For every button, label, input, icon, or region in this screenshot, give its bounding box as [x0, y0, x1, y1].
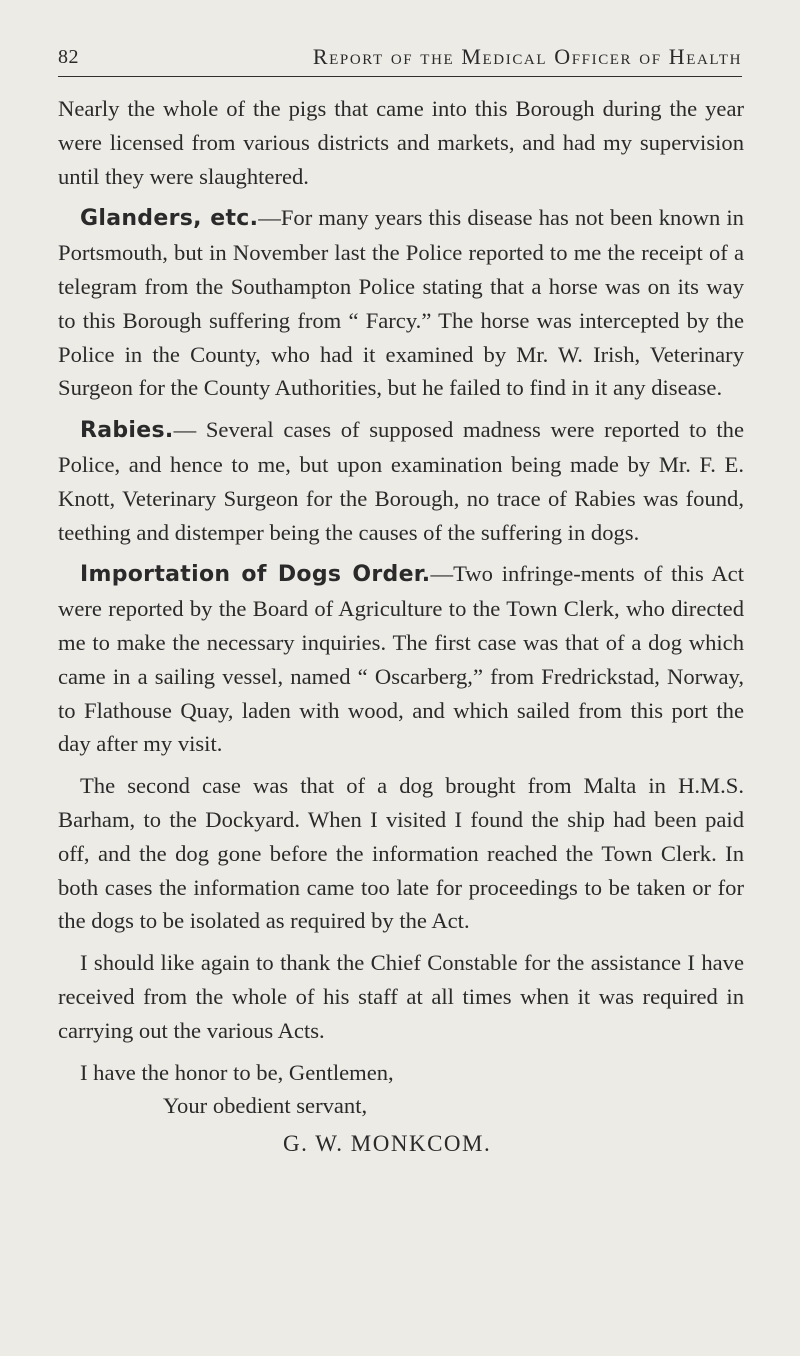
paragraph-importation — [58, 557, 744, 761]
paragraph-text: Nearly the whole of the pigs that came into this Borough during the year were licensed from various districts and markets, and had my supervision until they were slaughtered. — [58, 96, 744, 189]
paragraph-text: The second case was that of a dog brought from Malta in H.M.S. Barham, to the Dockyard. When I visited I found the ship had been paid off, and the dog gone before the information reached the Town Clerk. In both cases the information came too late for proceedings to be taken or for the dogs to be isolated as required by the Act. — [58, 773, 744, 934]
paragraph-second-case — [58, 769, 744, 938]
paragraph-text: —Two infringe-ments of this Act were reported by the Board of Agriculture to the Town Clerk, who directed me to make the necessary inquiries. The first case was that of a dog which came in a sailing vessel, named “ Oscarberg,” from Fredrickstad, Norway, to Flathouse Quay, laden with wood, and which sailed from this port the day after my visit. — [58, 561, 744, 757]
document-body — [58, 92, 744, 1161]
paragraph-text: —For many years this disease has not been known in Portsmouth, but in November last the Police reported to me the receipt of a telegram from the Southampton Police stating that a horse was on its way to this Borough suffering from “ Farcy.” The horse was intercepted by the Police in the County, who had it examined by Mr. W. Irish, Veterinary Surgeon for the County Authorities, but he failed to find in it any disease. — [58, 205, 744, 401]
closing-salutation: I have the honor to be, Gentlemen, — [80, 1059, 394, 1085]
section-heading-glanders: Glanders, etc. — [80, 206, 259, 232]
page-header — [58, 42, 742, 77]
running-head: Report of the Medical Officer of Health — [312, 44, 742, 69]
paragraph-glanders — [58, 201, 744, 405]
paragraph-text: — Several cases of supposed madness were reported to the Police, and hence to me, but upon examination being made by Mr. F. E. Knott, Veterinary Surgeon for the Borough, no trace of Rabies was found, teething and distemper being the causes of the suffering in dogs. — [58, 417, 744, 545]
paragraph-thanks — [58, 946, 744, 1047]
paragraph-text: I should like again to thank the Chief Constable for the assistance I have received from the whole of his staff at all times when it was required in carrying out the various Acts. — [58, 950, 744, 1043]
section-heading-importation: Importation of Dogs Order. — [80, 562, 431, 588]
paragraph-rabies — [58, 413, 744, 549]
section-heading-rabies: Rabies. — [80, 418, 174, 444]
page-number: 82 — [58, 46, 79, 68]
signature-name: G. W. MONKCOM. — [283, 1131, 492, 1157]
closing-servant: Your obedient servant, — [163, 1093, 368, 1119]
paragraph-pigs — [58, 92, 744, 193]
